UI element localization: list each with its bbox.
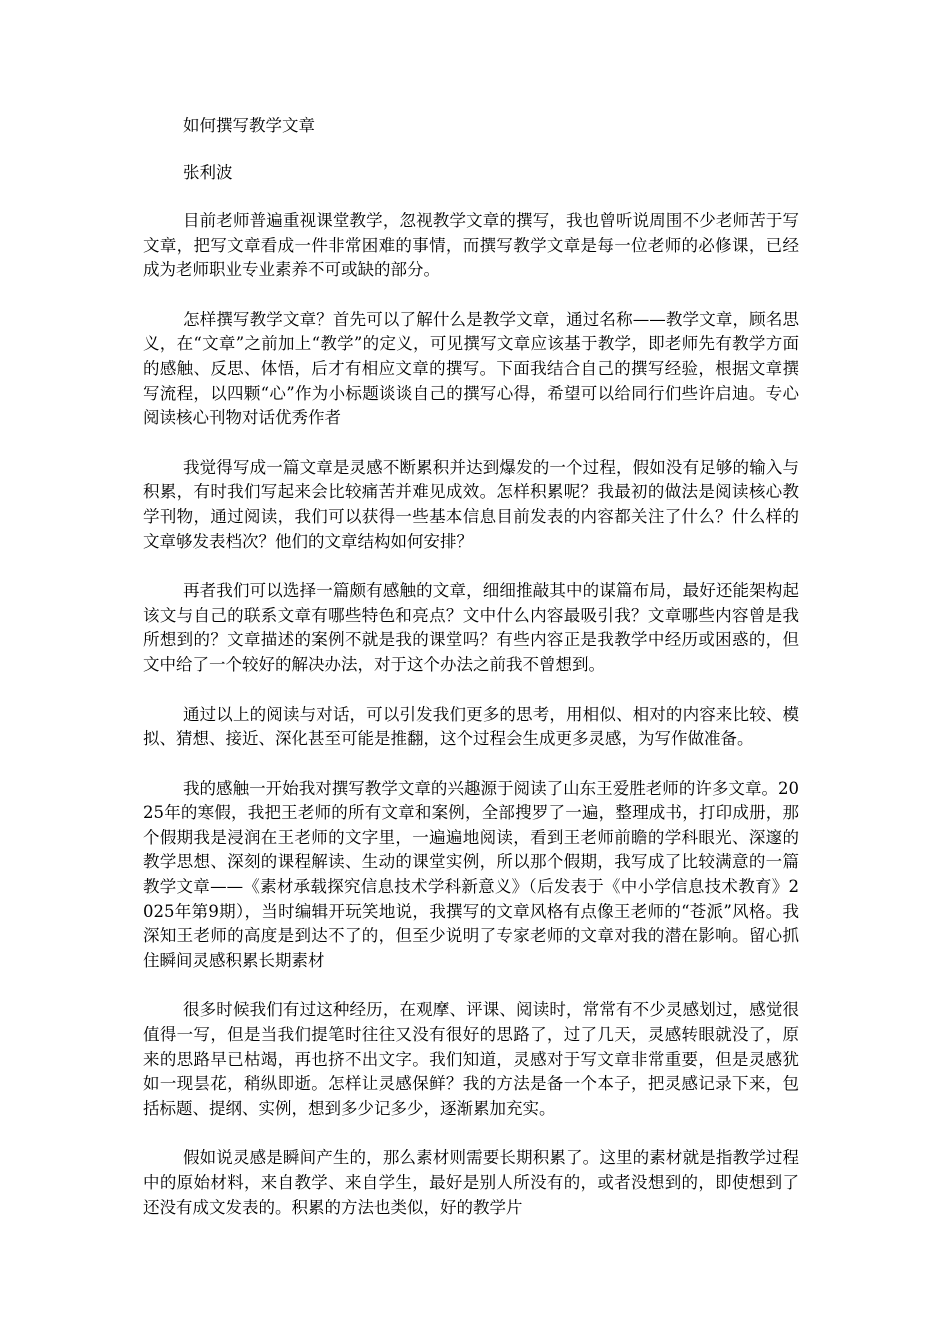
paragraph: 通过以上的阅读与对话，可以引发我们更多的思考，用相似、相对的内容来比较、模拟、猜想、接近、深化甚至可能是推翻，这个过程会生成更多灵感，为写作做准备。 (143, 704, 799, 749)
document-author: 张利波 (183, 163, 233, 182)
document-title: 如何撰写教学文章 (183, 116, 315, 135)
paragraph: 怎样撰写教学文章？首先可以了解什么是教学文章，通过名称——教学文章，顾名思义，在“文章”之前加上“教学”的定义，可见撰写文章应该基于教学，即老师先有教学方面的感触、反思、体悟，后才有相应文章的撰写。下面我结合自己的撰写经验，根据文章撰写流程，以四颗“心”作为小标题谈谈自己的撰写心得，希望可以给同行们些许启迪。专心阅读核心刊物对话优秀作者 (143, 309, 799, 428)
paragraph: 我觉得写成一篇文章是灵感不断累积并达到爆发的一个过程，假如没有足够的输入与积累，有时我们写起来会比较痛苦并难见成效。怎样积累呢？我最初的做法是阅读核心教学刊物，通过阅读，我们可以获得一些基本信息目前发表的内容都关注了什么？什么样的文章够发表档次？他们的文章结构如何安排？ (143, 457, 799, 551)
paragraph: 目前老师普遍重视课堂教学，忽视教学文章的撰写，我也曾听说周围不少老师苦于写文章，把写文章看成一件非常困难的事情，而撰写教学文章是每一位老师的必修课，已经成为老师职业专业素养不可或缺的部分。 (143, 211, 799, 280)
paragraph: 我的感触一开始我对撰写教学文章的兴趣源于阅读了山东王爱胜老师的许多文章。2025年的寒假，我把王老师的所有文章和案例，全部搜罗了一遍，整理成书，打印成册，那个假期我是浸润在王老师的文字里，一遍遍地阅读，看到王老师前瞻的学科眼光、深邃的教学思想、深刻的课程解读、生动的课堂实例，所以那个假期，我写成了比较满意的一篇教学文章——《素材承载探究信息技术学科新意义》（后发表于《中小学信息技术教育》2025年第9期），当时编辑开玩笑地说，我撰写的文章风格有点像王老师的“苍派”风格。我深知王老师的高度是到达不了的，但至少说明了专家老师的文章对我的潜在影响。留心抓住瞬间灵感积累长期素材 (143, 778, 799, 970)
paragraph: 再者我们可以选择一篇颇有感触的文章，细细推敲其中的谋篇布局，最好还能架构起该文与自己的联系文章有哪些特色和亮点？文中什么内容最吸引我？文章哪些内容曾是我所想到的？文章描述的案例不就是我的课堂吗？有些内容正是我教学中经历或困惑的，但文中给了一个较好的解决办法，对于这个办法之前我不曾想到。 (143, 581, 799, 674)
paragraph: 很多时候我们有过这种经历，在观摩、评课、阅读时，常常有不少灵感划过，感觉很值得一写，但是当我们提笔时往往又没有很好的思路了，过了几天，灵感转眼就没了，原来的思路早已枯竭，再也挤不出文字。我们知道，灵感对于写文章非常重要，但是灵感犹如一现昙花，稍纵即逝。怎样让灵感保鲜？我的方法是备一个本子，把灵感记录下来，包括标题、提纲、实例，想到多少记多少，逐渐累加充实。 (143, 1000, 799, 1118)
paragraph: 假如说灵感是瞬间产生的，那么素材则需要长期积累了。这里的素材就是指教学过程中的原始材料，来自教学、来自学生，最好是别人所没有的，或者没想到的，即使想到了还没有成文发表的。积累的方法也类似，好的教学片 (143, 1148, 799, 1217)
document-page (143, 114, 799, 1220)
